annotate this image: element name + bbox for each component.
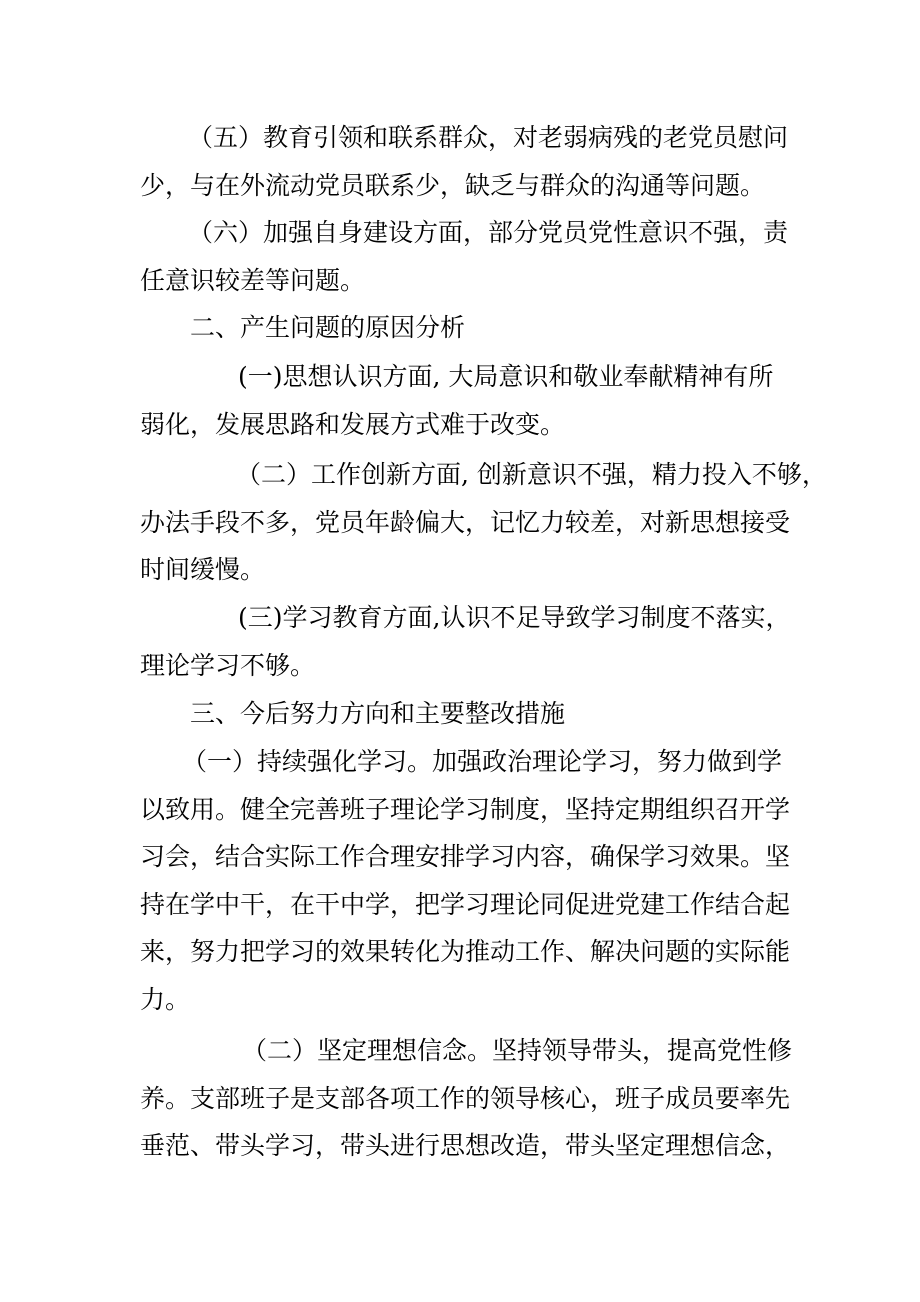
- text-line: （五）教育引领和联系群众，对老弱病残的老党员慰问: [188, 123, 789, 152]
- paragraph-cause-innovation: [140, 451, 827, 594]
- paragraph-self-construction: [140, 209, 790, 304]
- paragraph-cause-learning: [140, 594, 790, 689]
- text-line: 养。支部班子是支部各项工作的领导核心，班子成员要率先: [140, 1083, 791, 1113]
- text-line: 任意识较差等问题。: [140, 265, 366, 295]
- text-line: 办法手段不多，党员年龄偏大，记忆力较差，对新思想接受: [140, 507, 791, 537]
- section-heading-cause-analysis: 二、产生问题的原因分析: [190, 313, 466, 342]
- text-line: 习会，结合实际工作合理安排学习内容，确保学习效果。坚: [140, 842, 791, 871]
- paragraph-measure-ideals: [140, 1027, 793, 1170]
- text-line: （二）工作创新方面, 创新意识不强，精力投入不够，: [236, 460, 827, 489]
- text-line: （二）坚定理想信念。坚持领导带头，提高党性修: [242, 1036, 793, 1065]
- paragraph-cause-thinking: [140, 353, 790, 448]
- text-line: 时间缓慢。: [140, 555, 266, 584]
- paragraph-education-contact: [140, 114, 790, 209]
- text-line: (一)思想认识方面, 大局意识和敬业奉献精神有所: [238, 362, 774, 391]
- text-line: （一）持续强化学习。加强政治理论学习，努力做到学: [182, 747, 783, 776]
- text-line: 持在学中干，在干中学，把学习理论同促进党建工作结合起: [140, 889, 791, 919]
- section-heading-rectification-measures: 三、今后努力方向和主要整改措施: [190, 699, 566, 728]
- text-line: 垂范、带头学习，带头进行思想改造，带头坚定理想信念，: [140, 1131, 791, 1160]
- text-line: 少，与在外流动党员联系少，缺乏与群众的沟通等问题。: [140, 170, 766, 200]
- paragraph-measure-study: [140, 738, 790, 1023]
- text-line: 力。: [140, 984, 191, 1014]
- text-line: 以致用。健全完善班子理论学习制度，坚持定期组织召开学: [140, 794, 791, 824]
- text-line: （六）加强自身建设方面，部分党员党性意识不强，责: [188, 218, 789, 247]
- text-line: 弱化，发展思路和发展方式难于改变。: [140, 409, 566, 439]
- text-line: 理论学习不够。: [140, 650, 316, 680]
- text-line: (三)学习教育方面,认识不足导致学习制度不落实，: [238, 603, 791, 632]
- text-line: 来，努力把学习的效果转化为推动工作、解决问题的实际能: [140, 937, 791, 966]
